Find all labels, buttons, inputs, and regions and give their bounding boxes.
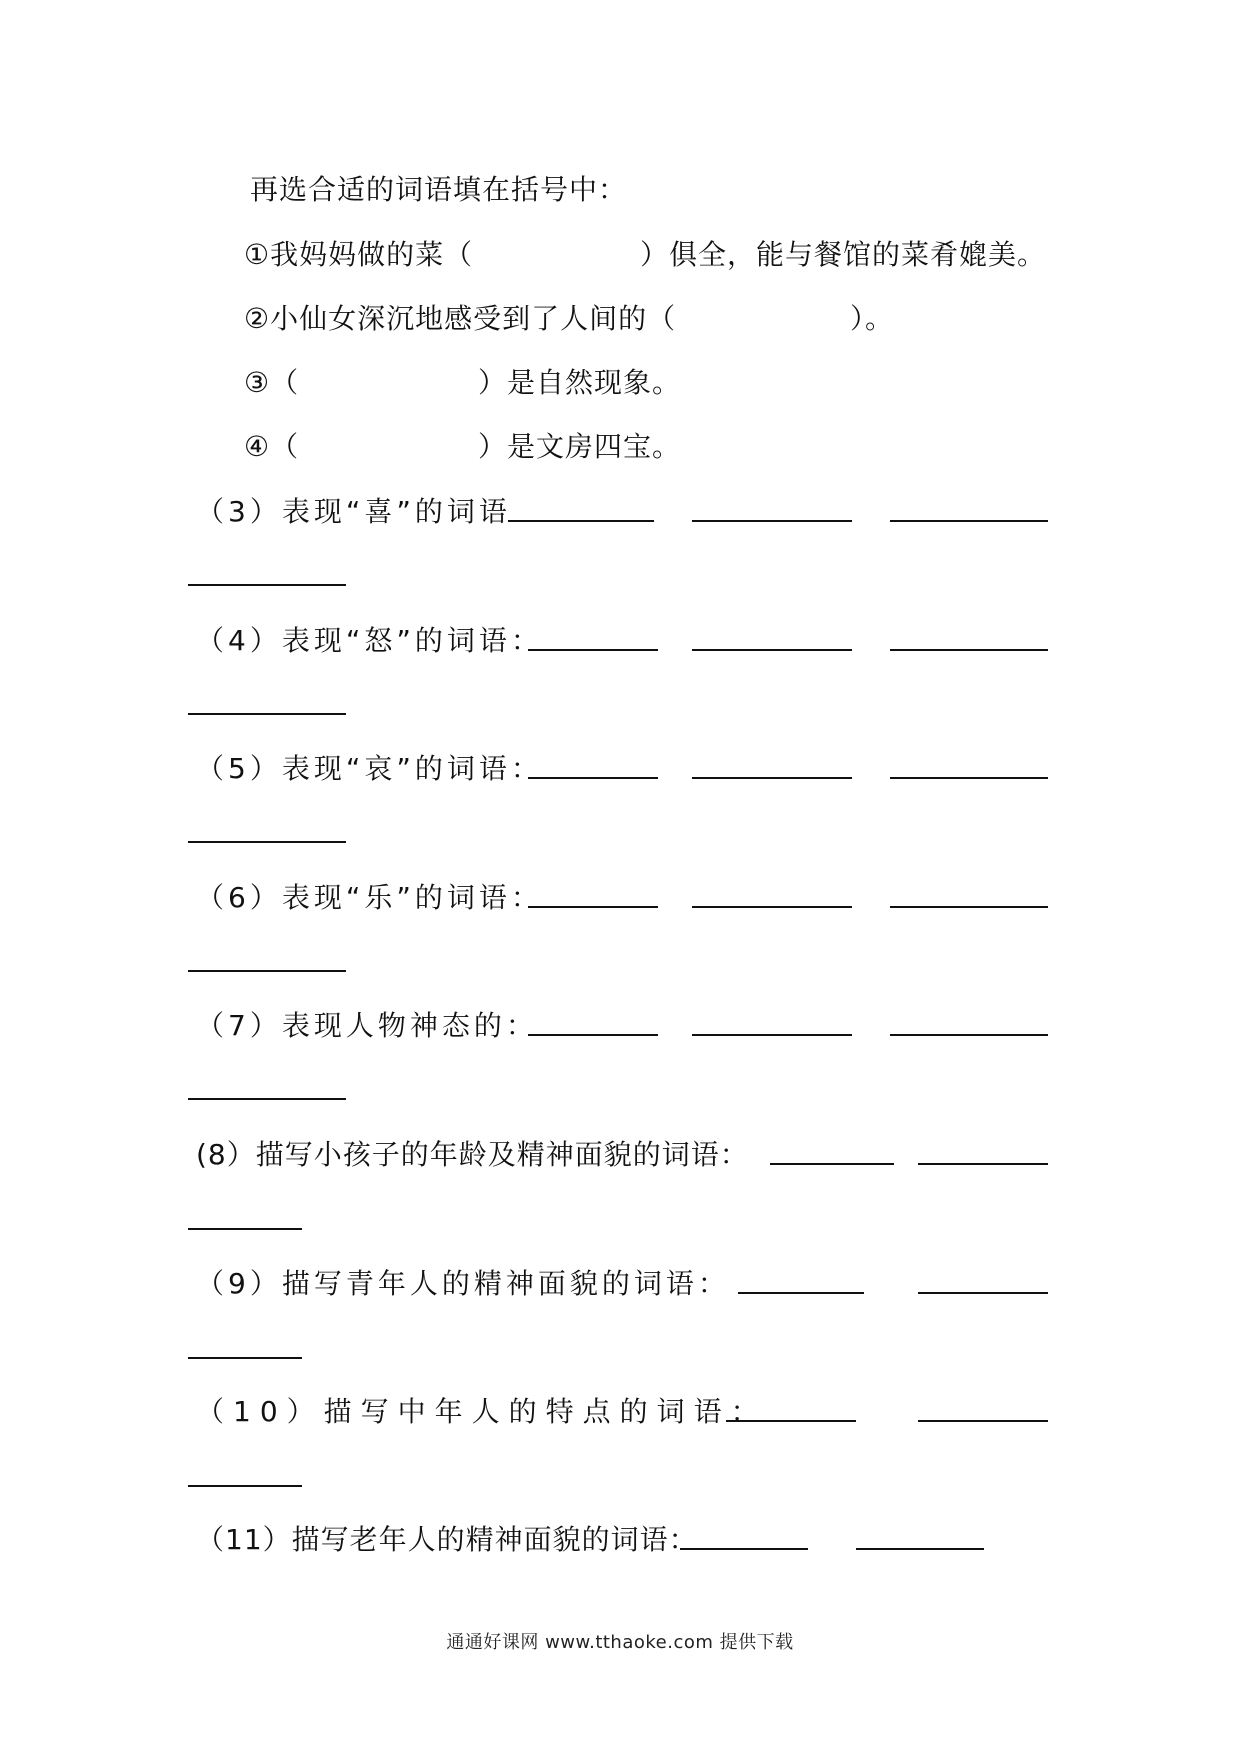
answer-blank[interactable] xyxy=(856,1548,984,1550)
answer-blank[interactable] xyxy=(692,520,852,522)
answer-blank[interactable] xyxy=(738,1292,864,1294)
question-8-label: (8）描写小孩子的年龄及精神面貌的词语： xyxy=(196,1138,749,1171)
fill-in-3-before: ③（ xyxy=(244,366,300,399)
answer-blank[interactable] xyxy=(692,649,852,651)
question-6-label: （6）表现“乐”的词语： xyxy=(196,881,543,914)
answer-blank[interactable] xyxy=(188,1098,346,1100)
fill-in-1-after: ）俱全，能与餐馆的菜肴媲美。 xyxy=(640,238,1047,271)
fill-in-4-after: ）是文房四宝。 xyxy=(478,430,682,463)
question-4-label: （4）表现“怒”的词语： xyxy=(196,624,543,657)
answer-blank[interactable] xyxy=(692,1034,852,1036)
fill-in-1-before: ①我妈妈做的菜（ xyxy=(244,238,474,271)
answer-blank[interactable] xyxy=(528,906,658,908)
answer-blank[interactable] xyxy=(188,841,346,843)
answer-blank[interactable] xyxy=(188,1357,302,1359)
answer-blank[interactable] xyxy=(770,1163,894,1165)
fill-in-3-after: ）是自然现象。 xyxy=(478,366,682,399)
fill-in-2-after: ）。 xyxy=(850,302,895,335)
answer-blank[interactable] xyxy=(918,1292,1048,1294)
question-5-label: （5）表现“哀”的词语： xyxy=(196,752,543,785)
answer-blank[interactable] xyxy=(188,713,346,715)
answer-blank[interactable] xyxy=(188,970,346,972)
answer-blank[interactable] xyxy=(692,906,852,908)
answer-blank[interactable] xyxy=(918,1420,1048,1422)
answer-blank[interactable] xyxy=(890,777,1048,779)
fill-in-4-before: ④（ xyxy=(244,430,300,463)
answer-blank[interactable] xyxy=(528,1034,658,1036)
fill-in-2-before: ②小仙女深沉地感受到了人间的（ xyxy=(244,302,677,335)
instruction-text: 再选合适的词语填在括号中： xyxy=(250,173,628,206)
answer-blank[interactable] xyxy=(890,906,1048,908)
question-9-label: （9）描写青年人的精神面貌的词语： xyxy=(196,1267,730,1300)
answer-blank[interactable] xyxy=(508,520,654,522)
question-7-label: （7）表现人物神态的： xyxy=(196,1009,538,1042)
answer-blank[interactable] xyxy=(890,649,1048,651)
answer-blank[interactable] xyxy=(918,1163,1048,1165)
question-10-label: （10）描写中年人的特点的词语： xyxy=(196,1395,768,1428)
page-footer: 通通好课网 www.tthaoke.com 提供下载 xyxy=(446,1632,794,1653)
question-11-label: （11）描写老年人的精神面貌的词语： xyxy=(196,1523,698,1556)
answer-blank[interactable] xyxy=(528,777,658,779)
answer-blank[interactable] xyxy=(528,649,658,651)
answer-blank[interactable] xyxy=(890,520,1048,522)
answer-blank[interactable] xyxy=(188,584,346,586)
question-3-label: （3）表现“喜”的词语 xyxy=(196,495,511,528)
answer-blank[interactable] xyxy=(680,1548,808,1550)
answer-blank[interactable] xyxy=(188,1228,302,1230)
answer-blank[interactable] xyxy=(692,777,852,779)
answer-blank[interactable] xyxy=(188,1485,302,1487)
answer-blank[interactable] xyxy=(890,1034,1048,1036)
answer-blank[interactable] xyxy=(726,1420,856,1422)
